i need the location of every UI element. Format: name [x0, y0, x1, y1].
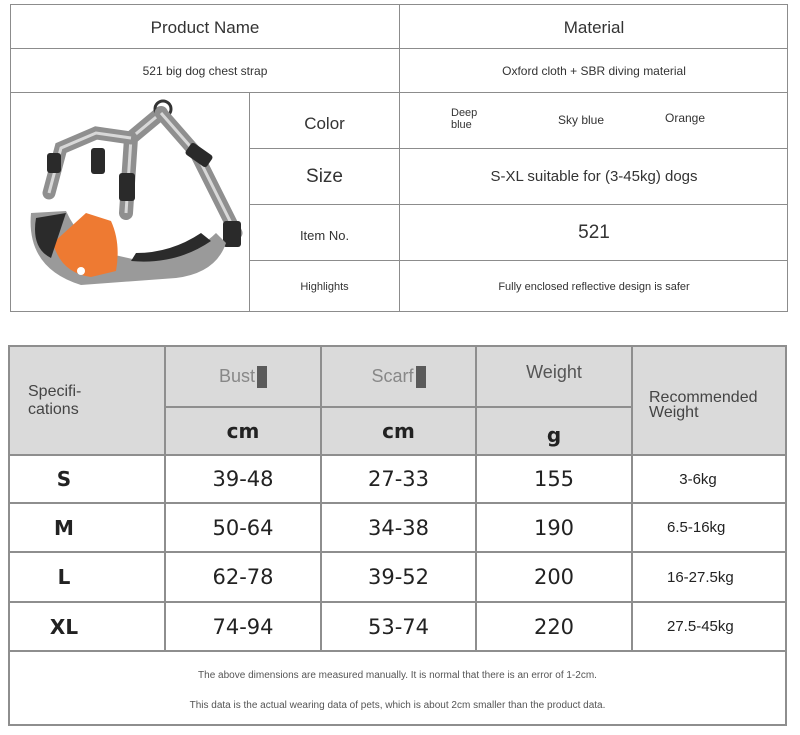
row-xl-size: XL: [49, 614, 79, 639]
row-xl-recommended: 27.5-45kg: [667, 618, 734, 635]
row-l-bust: 62-78: [212, 565, 274, 589]
item-number-value: 521: [578, 221, 610, 243]
row-m-recommended: 6.5-16kg: [667, 519, 726, 536]
row-m-scarf: 34-38: [367, 515, 430, 540]
harness-product-image: [11, 93, 249, 313]
size-label: Size: [306, 165, 343, 187]
row-s-bust: 39-48: [212, 467, 274, 491]
scarf-header: [322, 347, 475, 406]
row-m-size: M: [54, 515, 74, 540]
color-sky-blue: Sky blue: [558, 113, 605, 127]
row-m-weight: 190: [533, 515, 575, 540]
row-m-bust: 50-64: [212, 515, 274, 540]
highlights-label: Highlights: [300, 280, 349, 293]
bust-header: [166, 347, 320, 406]
row-s-scarf: 27-33: [367, 467, 430, 491]
row-s-size: S: [56, 467, 72, 491]
harness-icon: [11, 93, 249, 313]
row-l-scarf: 39-52: [367, 565, 430, 589]
size-chart-table: [8, 345, 787, 726]
bust-unit: cm: [226, 419, 260, 443]
row-xl-scarf: 53-74: [367, 614, 430, 639]
row-l-weight: 200: [533, 565, 575, 589]
bust-label: Bust: [218, 366, 256, 386]
measurement-note: The above dimensions are measured manually. It is normal that there is an error of 1-2cm.: [198, 669, 597, 681]
recommended-weight-header: Recommended Weight: [649, 388, 758, 421]
scarf-unit: cm: [382, 419, 415, 443]
item-number-label: Item No.: [299, 228, 350, 243]
material-value: Oxford cloth + SBR diving material: [502, 63, 686, 78]
row-l-recommended: 16-27.5kg: [667, 568, 734, 586]
color-deep-blue: Deep blue: [451, 107, 478, 131]
color-options: [400, 93, 788, 148]
header-product-name: Product Name: [150, 17, 260, 37]
color-orange: Orange: [665, 111, 706, 125]
row-l-size: L: [57, 565, 71, 589]
color-label: Color: [304, 113, 345, 133]
row-s-recommended: 3-6kg: [679, 470, 717, 488]
weight-header: Weight: [526, 362, 582, 382]
product-name-value: 521 big dog chest strap: [142, 63, 268, 78]
row-xl-weight: 220: [533, 614, 575, 639]
product-info-table: [10, 4, 788, 312]
header-material: Material: [563, 17, 625, 37]
spec-header: Specifi- cations: [28, 382, 82, 418]
row-s-weight: 155: [533, 467, 575, 491]
row-xl-bust: 74-94: [212, 614, 274, 639]
highlights-value: Fully enclosed reflective design is safer: [498, 280, 690, 293]
weight-unit: g: [546, 423, 562, 447]
wearing-data-note: This data is the actual wearing data of pets, which is about 2cm smaller than the product data.: [189, 699, 606, 711]
size-value: S-XL suitable for (3-45kg) dogs: [490, 168, 698, 185]
scarf-label: Scarf: [371, 366, 414, 386]
